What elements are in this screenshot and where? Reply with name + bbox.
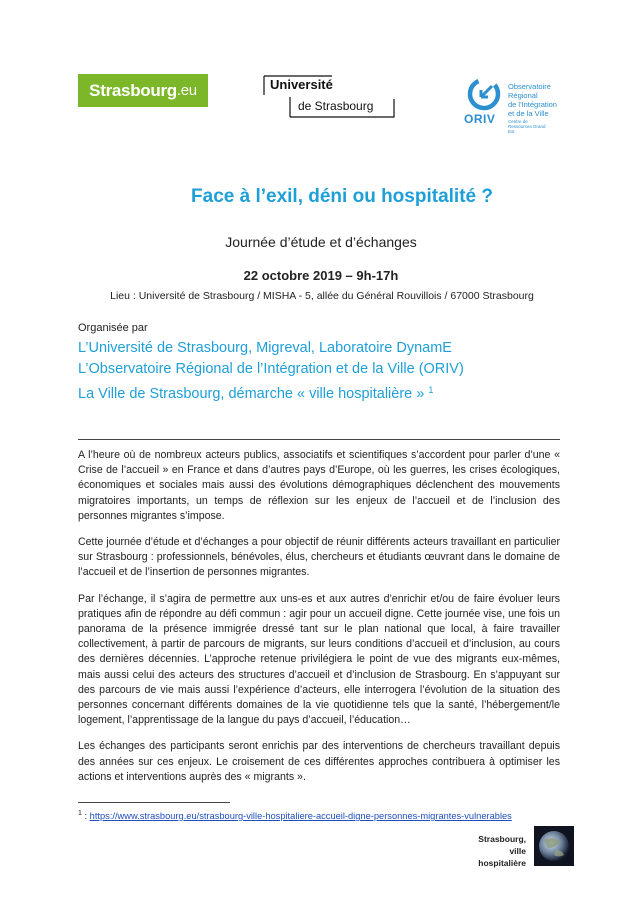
ville-hospitaliere-line2: ville hospitalière bbox=[478, 846, 526, 868]
organiser-line-with-note bbox=[78, 380, 464, 405]
universite-strasbourg-logo bbox=[262, 75, 396, 121]
oriv-text-line: Observatoire bbox=[508, 82, 551, 91]
strasbourg-logo-main: Strasbourg bbox=[89, 80, 177, 100]
ville-hospitaliere-line1: Strasbourg, bbox=[478, 834, 526, 844]
ville-hospitaliere-globe-image bbox=[534, 826, 574, 866]
event-location: Lieu : Université de Strasbourg / MISHA - 5, allée du Général Rouvillois / 67000 Strasbourg bbox=[110, 290, 534, 302]
body-paragraph: Cette journée d’étude et d’échanges a pour objectif de réunir différents acteurs travaillant en particulier sur Strasbourg : professionnels, bénévoles, élus, chercheurs et étudiants œuvrant dans le domaine de l’accueil et de l’insertion de personnes migrantes. bbox=[78, 536, 560, 579]
footnote bbox=[78, 810, 512, 821]
page-title: Face à l’exil, déni ou hospitalité ? bbox=[191, 186, 493, 207]
oriv-text-line: Régional bbox=[508, 91, 538, 100]
body-text bbox=[78, 448, 560, 796]
footnote-link[interactable]: https://www.strasbourg.eu/strasbourg-ville-hospitaliere-accueil-digne-personnes-migrantes-vulnerables bbox=[89, 811, 512, 822]
footnote-reference[interactable]: 1 bbox=[428, 385, 434, 395]
ville-hospitaliere-caption bbox=[460, 833, 526, 869]
body-paragraph: A l’heure où de nombreux acteurs publics, associatifs et scientifiques s’accordent pour parler d’une « Crise de l’accueil » en France et dans d’autres pays d’Europe, où les guerres, les crises écologiques, économiques et sociales mais aussi des évolutions démographiques déclenchent des mouvements migratoires importants, un temps de réflexion sur les enjeux de l’accueil et de l’inclusion des personnes migrantes s’impose. bbox=[78, 449, 560, 522]
organiser-line: L’Université de Strasbourg, Migreval, Laboratoire DynamE bbox=[78, 340, 452, 356]
unistra-logo-line1: Université bbox=[270, 77, 333, 92]
organiser-line-text: La Ville de Strasbourg, démarche « ville hospitalière » bbox=[78, 386, 429, 402]
organisers-label: Organisée par bbox=[78, 322, 148, 334]
body-paragraph: Les échanges des participants seront enrichis par des interventions de chercheurs travaillant depuis des années sur ces enjeux. Le croisement de ces différentes approches contribuera à optimiser les actions et interventions auprès des « migrants ». bbox=[78, 740, 560, 783]
organisers-list bbox=[78, 338, 464, 405]
footnote-separator: : bbox=[81, 811, 90, 822]
body-paragraph: Par l’échange, il s’agira de permettre aux uns-es et aux autres d’enrichir et/ou de faire évoluer leurs pratiques afin de répondre au défi commun : agir pour un accueil digne. Cette journée vise, une fois un panorama de la présence immigrée dressé tant sur le plan national que local, à faire travailler collectivement, à partir de parcours de migrants, sur leurs conditions d’accueil et d’inclusion, au cours des dernières décennies. L’approche retenue privilégiera le point de vue des migrants eux-mêmes, mais aussi celui des acteurs des structures d’accueil et d’inclusion de Strasbourg. En s’appuyant sur des parcours de vie mais aussi l’expérience d’acteurs, elle interrogera l’évolution de la situation des personnes concernant différents domaines de la vie quotidienne tels que la santé, l’hébergement/le logement, l’apprentissage de la langue du pays d’accueil, l’éducation… bbox=[78, 592, 560, 727]
oriv-logo-name: ORIV bbox=[464, 112, 496, 126]
oriv-logo-text bbox=[508, 82, 568, 118]
unistra-logo-line2: de Strasbourg bbox=[298, 99, 374, 113]
section-divider bbox=[78, 439, 560, 440]
page-subtitle: Journée d’étude et d’échanges bbox=[225, 234, 417, 250]
strasbourg-eu-logo bbox=[78, 74, 208, 107]
oriv-logo bbox=[462, 72, 572, 134]
oriv-text-line: de l'Intégration bbox=[508, 100, 557, 109]
strasbourg-logo-suffix: .eu bbox=[176, 82, 197, 99]
event-date: 22 octobre 2019 – 9h-17h bbox=[243, 268, 399, 283]
oriv-logo-tagline: Centre de Ressources Grand Est bbox=[508, 119, 546, 134]
footnote-mark: 1 bbox=[78, 810, 82, 817]
oriv-text-line: et de la Ville bbox=[508, 109, 549, 118]
footnote-divider bbox=[78, 802, 230, 803]
globe-icon bbox=[534, 826, 574, 866]
organiser-line: L’Observatoire Régional de l’Intégration et de la Ville (ORIV) bbox=[78, 361, 464, 377]
